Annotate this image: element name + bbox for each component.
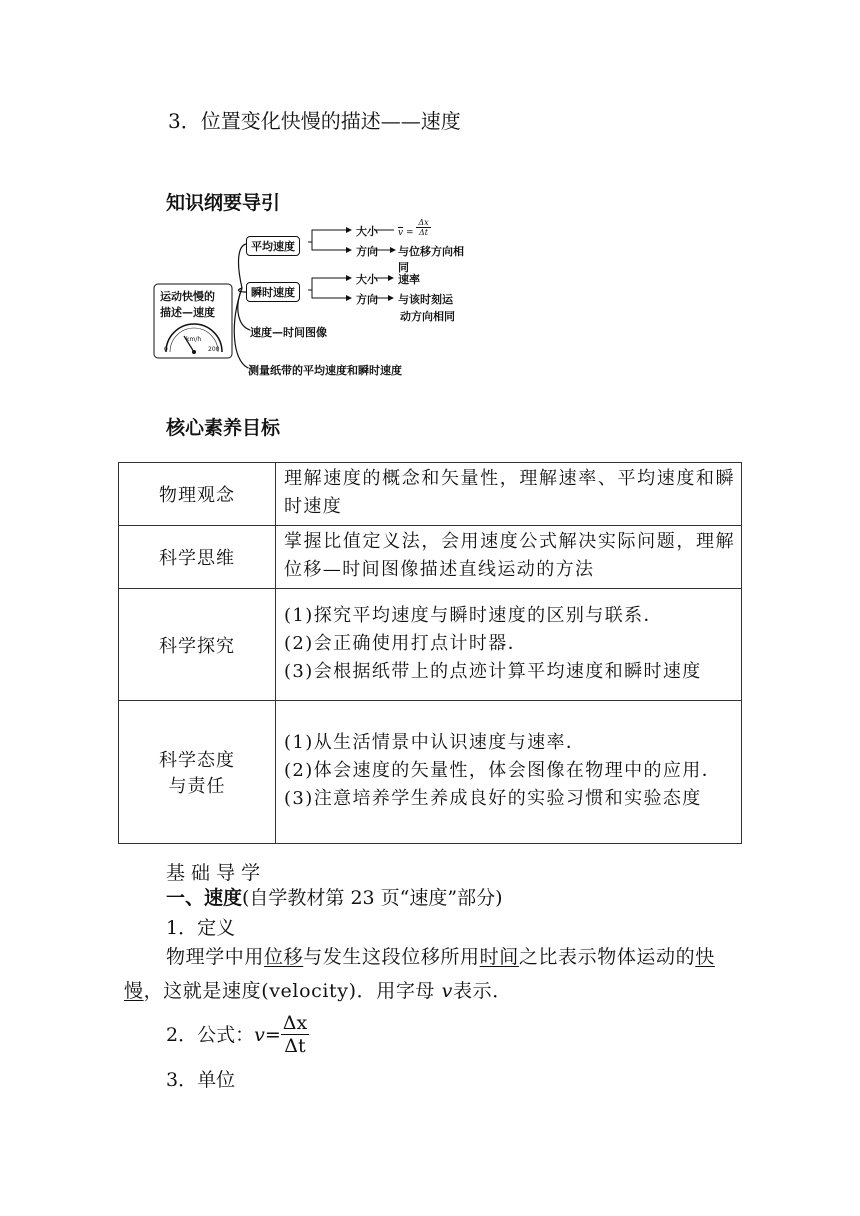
table-row: [119, 701, 742, 844]
def-blank-time: 时间: [479, 946, 519, 968]
goal-key-line2: 与责任: [168, 776, 226, 797]
avg-dir-label: 方向: [356, 245, 378, 258]
section-1-bold: 一、速度: [166, 887, 243, 909]
goal-item: (1)探究平均速度与瞬时速度的区别与联系．: [284, 604, 663, 626]
formula-lhs: v: [254, 1023, 265, 1046]
goals-table: [118, 462, 742, 844]
def-blank-displacement: 位移: [264, 946, 304, 968]
goal-key: [119, 701, 276, 844]
formula-line: [166, 1012, 309, 1057]
def-text: 之比表示物体运动的: [518, 946, 696, 968]
formula-num: Δx: [282, 1012, 308, 1034]
inst-speed-node: 瞬时速度: [246, 282, 300, 302]
inst-size-value: 速率: [398, 273, 420, 286]
avg-dir-value: 与位移方向相同: [398, 245, 464, 274]
formula-fraction: [281, 1012, 309, 1057]
table-row: [119, 526, 742, 589]
table-row: [119, 463, 742, 526]
item-formula-label: 2．公式：: [166, 1023, 255, 1046]
concept-map: [150, 212, 470, 382]
def-text: 与发生这段位移所用: [303, 946, 480, 968]
table-row: [119, 589, 742, 701]
avg-formula-lhs: $\overline{v}$: [398, 228, 404, 238]
goal-item: (3)会根据纸带上的点迹计算平均速度和瞬时速度: [284, 660, 702, 682]
vt-graph-node: 速度—时间图像: [250, 326, 327, 339]
measure-node: 测量纸带的平均速度和瞬时速度: [248, 364, 402, 377]
goal-key: 科学思维: [119, 526, 276, 589]
def-symbol-v: v: [441, 980, 453, 1002]
guide-title: 基 础 导 学: [166, 862, 261, 884]
goal-key: 物理观念: [119, 463, 276, 526]
gauge-unit: km/h: [186, 336, 202, 343]
goal-item: (2)体会速度的矢量性，体会图像在物理中的应用．: [284, 760, 722, 781]
gauge-min: 0: [164, 346, 168, 353]
goal-item: (3)注意培养学生养成良好的实验习惯和实验态度: [284, 788, 702, 809]
inst-size-label: 大小: [356, 273, 378, 286]
avg-formula-den: Δt: [419, 228, 429, 237]
goal-key: 科学探究: [119, 589, 276, 701]
concept-root-line2: 描述—速度: [160, 306, 215, 319]
inst-dir-value-line2: 动方向相同: [400, 310, 455, 323]
inst-dir-label: 方向: [356, 293, 378, 306]
def-text: ，这就是速度(velocity)．用字母: [143, 980, 442, 1002]
goal-value: [276, 701, 742, 844]
avg-size-formula: $\overline{v}$ = $\frac{\Delta x}{\Delta t}$: [398, 218, 429, 238]
section-title-outline: 知识纲要导引: [166, 192, 281, 214]
def-text: 物理学中用: [166, 946, 265, 968]
section-1-note: (自学教材第 23 页“速度”部分): [242, 887, 503, 909]
item-unit: 3．单位: [166, 1069, 236, 1091]
formula-eq: =: [264, 1023, 281, 1046]
goal-key-line1: 科学态度: [159, 750, 235, 771]
avg-formula-num: Δx: [418, 218, 429, 227]
concept-root-line1: 运动快慢的: [160, 290, 215, 303]
inst-dir-value-line1: 与该时刻运: [398, 293, 453, 306]
avg-speed-node: 平均速度: [246, 236, 300, 256]
goal-value: [276, 589, 742, 701]
goal-value: 理解速度的概念和矢量性，理解速率、平均速度和瞬时速度: [276, 463, 742, 526]
gauge-max: 200: [208, 346, 220, 353]
goal-value: 掌握比值定义法，会用速度公式解决实际问题，理解位移—时间图像描述直线运动的方法: [276, 526, 742, 589]
definition-paragraph: [124, 940, 740, 1008]
formula-den: Δt: [284, 1035, 306, 1057]
goal-item: (1)从生活情景中认识速度与速率．: [284, 732, 586, 753]
item-definition: 1．定义: [166, 917, 236, 939]
avg-size-label: 大小: [356, 225, 378, 238]
def-blank-speed: 快慢: [124, 946, 715, 1002]
section-title-goals: 核心素养目标: [166, 417, 281, 439]
goal-item: (2)会正确使用打点计时器．: [284, 632, 528, 654]
def-text: 表示．: [453, 980, 512, 1002]
section-1-heading: [166, 882, 503, 914]
lesson-heading: 3．位置变化快慢的描述——速度: [168, 109, 461, 133]
